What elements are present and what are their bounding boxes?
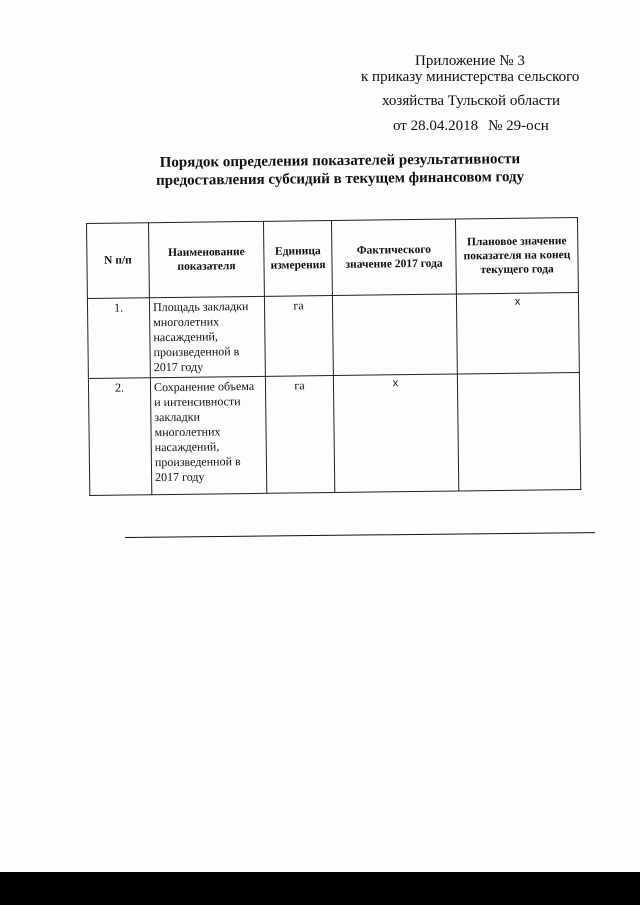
cell-name: Сохранение объема и интенсивности закладки многолетних насаждений, произведенной в 2017 году bbox=[150, 376, 266, 494]
cell-actual bbox=[332, 294, 457, 376]
header-unit: Единица измерения bbox=[263, 221, 332, 297]
cell-name: Площадь закладки многолетних насаждений, произведенной в 2017 году bbox=[149, 296, 265, 377]
cell-planned: х bbox=[456, 292, 579, 373]
title-line-2: предоставления субсидий в текущем финансовом году bbox=[156, 169, 525, 189]
cell-unit: га bbox=[265, 375, 334, 493]
appendix-date: от 28.04.2018 bbox=[393, 118, 479, 134]
indicators-table bbox=[86, 217, 581, 496]
header-number: N п/п bbox=[87, 223, 150, 299]
scan-border bbox=[0, 872, 640, 905]
cell-planned bbox=[457, 372, 580, 490]
table-row bbox=[87, 292, 579, 378]
cell-actual: х bbox=[333, 374, 458, 493]
appendix-number: Приложение № 3 bbox=[415, 53, 525, 69]
appendix-date-number bbox=[393, 119, 549, 134]
appendix-ministry: хозяйства Тульской области bbox=[382, 93, 560, 109]
cell-unit: га bbox=[264, 295, 333, 376]
appendix-order-number: № 29-осн bbox=[488, 118, 549, 134]
cell-number: 1. bbox=[87, 298, 150, 379]
table-row bbox=[88, 372, 580, 495]
header-actual: Фактического значение 2017 года bbox=[331, 219, 456, 296]
closing-rule-line bbox=[125, 532, 595, 538]
cell-number: 2. bbox=[88, 378, 151, 496]
document-title bbox=[120, 150, 560, 191]
appendix-order-ref: к приказу министерства сельского bbox=[361, 69, 580, 85]
header-name: Наименование показателя bbox=[149, 221, 265, 297]
header-planned: Плановое значение показателя на конец текущего года bbox=[455, 217, 578, 293]
title-line-1: Порядок определения показателей результативности bbox=[159, 151, 521, 171]
table-header-row bbox=[87, 217, 579, 298]
